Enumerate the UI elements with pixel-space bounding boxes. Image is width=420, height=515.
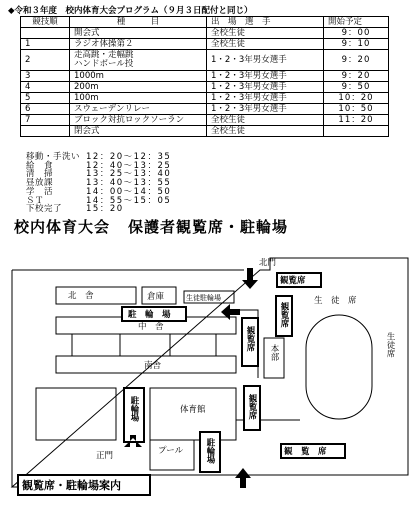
cell-event: 100m [70, 93, 207, 104]
cell-event: 閉会式 [70, 126, 207, 137]
legend-label: 観覧席・駐輪場案内 [22, 479, 121, 492]
middle-building-label: 中 舎 [138, 322, 164, 332]
cell-event: スウェーデンリレー [70, 104, 207, 115]
north-gate-arrow-icon [242, 268, 258, 289]
cell-players: 全校生徒 [207, 39, 324, 50]
cell-event: 1000m [70, 71, 207, 82]
cell-players: 1・2・3年男女選手 [207, 93, 324, 104]
cell-event: 走高跳・走幅跳 ハンドボール投 [70, 50, 207, 71]
bottom-gate-arrow-icon [235, 468, 251, 488]
gymnasium-label: 体育館 [180, 405, 206, 415]
student-seats-top-label: 生 徒 席 [314, 296, 357, 306]
cell-event: ラジオ体操第２ [70, 39, 207, 50]
schedule-time: 14：00〜14：50 [86, 186, 172, 197]
col-header-order: 競技順 [21, 17, 70, 28]
cell-order: 4 [21, 82, 70, 93]
cell-players: 1・2・3年男女選手 [207, 71, 324, 82]
cell-time: 9：50 [324, 82, 389, 93]
schedule-label: 昼放課 [26, 178, 54, 189]
cell-time: 10：20 [324, 93, 389, 104]
cell-time: 10：50 [324, 104, 389, 115]
parking-top-label: 駐 輪 場 [128, 310, 171, 320]
col-header-event: 種 目 [70, 17, 207, 28]
cell-players: 全校生徒 [207, 28, 324, 39]
track-field [306, 315, 372, 419]
schedule-label: 給 食 [26, 160, 54, 171]
cell-players: 1・2・3年男女選手 [207, 82, 324, 93]
cell-players: 1・2・3年男女選手 [207, 50, 324, 71]
viewing-bottom-left-label: 観覧席 [247, 394, 257, 420]
viewing-left-label: 観覧席 [245, 326, 255, 352]
student-seats-right-label: 生徒席 [385, 332, 395, 358]
cell-event: ブロック対抗ロックソーラン [70, 115, 207, 126]
cell-event: 開会式 [70, 28, 207, 39]
schedule-time: 13：40〜13：55 [86, 178, 172, 189]
parking-gym-label: 駐輪場 [129, 396, 139, 422]
schedule-time: 12：40〜13：25 [86, 160, 172, 171]
section-title-left: 校内体育大会 [14, 218, 111, 236]
schedule-label: 清 掃 [26, 169, 54, 180]
cell-order: 2 [21, 50, 70, 71]
cell-order: 6 [21, 104, 70, 115]
col-header-start: 開始予定 [324, 17, 389, 28]
schedule-time: 13：25〜13：40 [86, 169, 172, 180]
col-header-players: 出 場 選 手 [207, 17, 324, 28]
program-title: ◆令和３年度 校内体育大会プログラム（９月３日配付と同じ） [8, 6, 253, 16]
schedule-label: 下校完了 [26, 204, 63, 215]
schedule-time: 14：55〜15：05 [86, 195, 172, 206]
schedule-time: 12：20〜12：35 [86, 152, 172, 162]
cell-time: 9：00 [324, 28, 389, 39]
viewing-mid-label: 観覧席 [279, 302, 289, 328]
south-building-label: 南舎 [144, 361, 162, 371]
cell-players: 全校生徒 [207, 126, 324, 137]
cell-time: 9：20 [324, 50, 389, 71]
cell-order: 5 [21, 93, 70, 104]
cell-order: 3 [21, 71, 70, 82]
staff-parking-label: 生徒駐輪場 [186, 294, 221, 302]
cell-order: 7 [21, 115, 70, 126]
lower-left-block [36, 388, 116, 440]
main-gate-label: 正門 [96, 451, 114, 461]
cell-order: 1 [21, 39, 70, 50]
schedule-label: 学 活 [26, 186, 54, 197]
schedule-time: 15：20 [86, 204, 124, 215]
pool-label: プール [158, 446, 184, 456]
north-gate-label: 北門 [259, 258, 277, 268]
cell-time: 11：20 [324, 115, 389, 126]
viewing-top-label: 観覧席 [280, 276, 306, 286]
section-title-right: 保護者観覧席・駐輪場 [128, 218, 289, 236]
schedule-label: 移動・手洗い [26, 152, 81, 162]
north-building-label: 北 舎 [68, 291, 94, 301]
parking-arrow-icon [221, 304, 240, 320]
cell-time: 9：20 [324, 71, 389, 82]
cell-event: 200m [70, 82, 207, 93]
storehouse-label: 倉庫 [147, 292, 165, 302]
main-building-label: 本部 [269, 344, 279, 361]
viewing-bottom-right-label: 観 覧 席 [284, 447, 327, 457]
cell-players: 全校生徒 [207, 115, 324, 126]
schedule-label: ＳＴ [26, 195, 45, 206]
cell-time: 9：10 [324, 39, 389, 50]
parking-bottom-label: 駐輪場 [205, 438, 215, 464]
cell-players: 1・2・3年男女選手 [207, 104, 324, 115]
